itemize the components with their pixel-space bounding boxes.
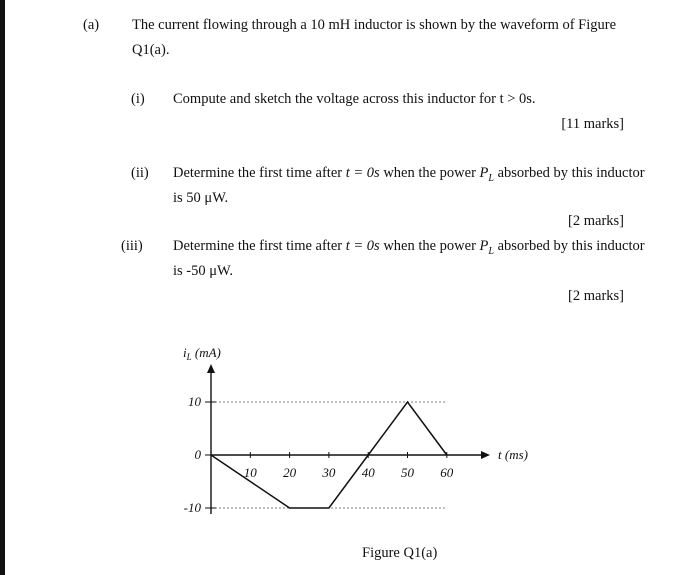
y-tick-label: 10	[188, 394, 201, 409]
x-tick-label: 20	[283, 465, 297, 480]
item-i-text: Compute and sketch the voltage across this inductor for t > 0s.	[173, 91, 536, 107]
item-iii-label: (iii)	[121, 238, 143, 254]
figure-caption: Figure Q1(a)	[362, 545, 438, 561]
item-iii-marks: [2 marks]	[568, 288, 624, 304]
item-iii-line-2: is -50 μW.	[173, 263, 234, 279]
item-i-marks: [11 marks]	[561, 116, 624, 132]
y-tick-label: -10	[183, 500, 201, 515]
x-tick-label: 50	[401, 465, 414, 480]
x-tick-label: 10	[243, 465, 257, 480]
x-axis-label: t (ms)	[498, 447, 528, 462]
x-tick-label: 30	[322, 465, 336, 480]
item-ii-line-1: Determine the first time after t = 0s when the power $P_L$ absorbed by this inductor	[173, 165, 645, 184]
x-tick-label: 60	[440, 465, 454, 480]
item-iii-line-1: Determine the first time after t = 0s when the power $P_L$ absorbed by this inductor	[173, 238, 645, 257]
intro-line-1: The current flowing through a 10 mH inductor is shown by the waveform of Figure	[132, 17, 617, 33]
y-tick-label: 0	[194, 447, 201, 462]
item-ii-marks: [2 marks]	[568, 213, 624, 229]
item-ii-label: (ii)	[131, 165, 149, 181]
x-tick-label: 40	[361, 465, 375, 480]
part-label: (a)	[83, 17, 100, 33]
x-axis-arrow	[481, 451, 490, 459]
y-axis-arrow	[207, 364, 215, 373]
item-i-label: (i)	[131, 91, 145, 107]
item-ii-line-2: is 50 μW.	[173, 190, 229, 206]
y-axis-label: $i_L$ (mA)	[183, 345, 221, 362]
intro-line-2: Q1(a).	[132, 42, 170, 58]
